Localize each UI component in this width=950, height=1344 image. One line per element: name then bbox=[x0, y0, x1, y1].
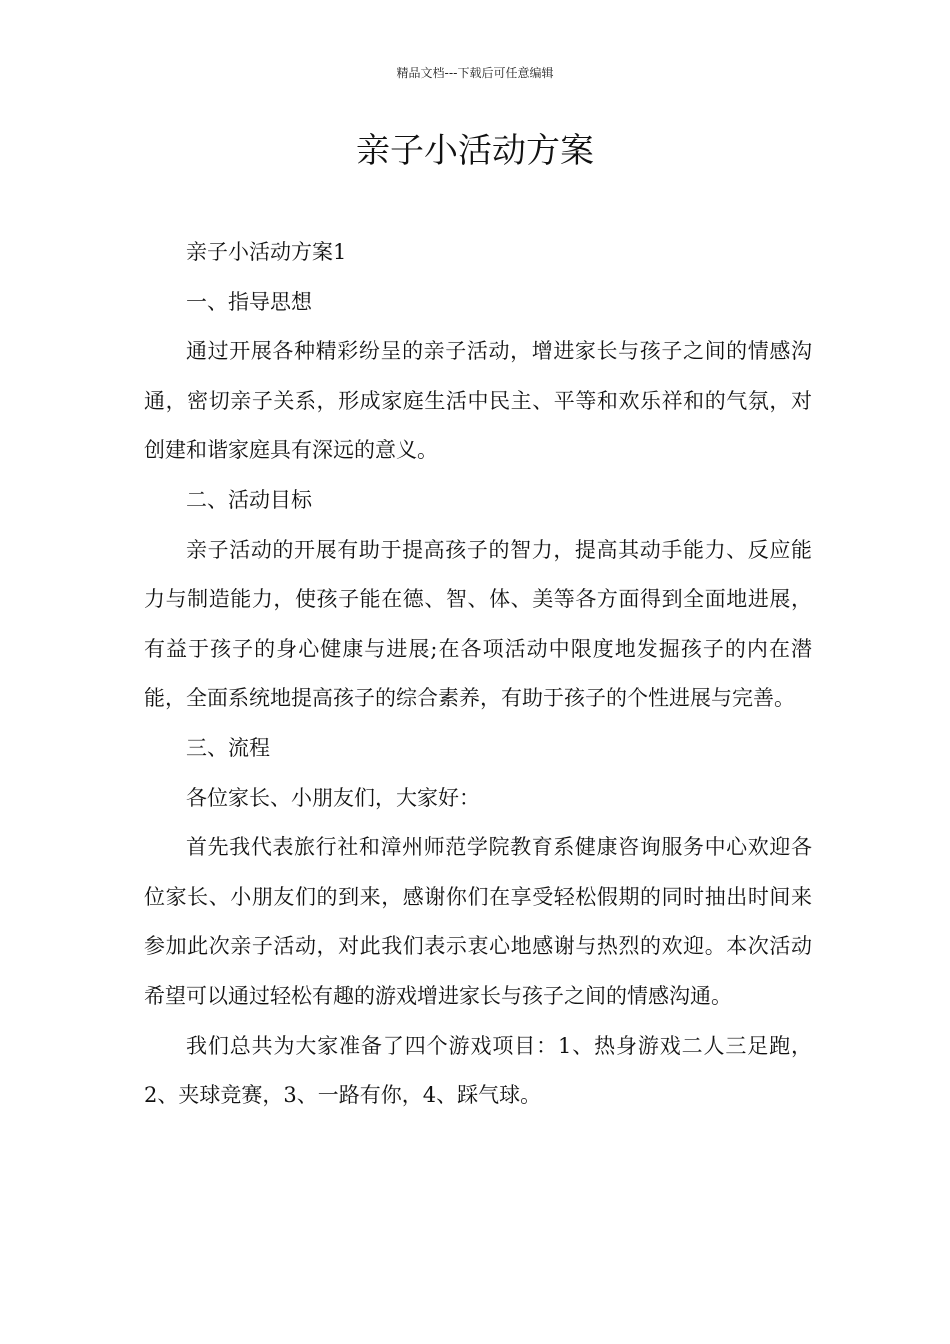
paragraph-greeting: 各位家长、小朋友们，大家好： bbox=[186, 785, 480, 810]
paragraph-welcome: 首先我代表旅行社和漳州师范学院教育系健康咨询服务中心欢迎各位家长、小朋友们的到来，感谢你们在享受轻松假期的同时抽出时间来参加此次亲子活动，对此我们表示衷心地感谢与热烈的欢迎。本次活动希望可以通过轻松有趣的游戏增进家长与孩子之间的情感沟通。 bbox=[144, 835, 812, 1008]
page-header-note: 精品文档---下载后可任意编辑 bbox=[396, 66, 554, 80]
section-heading-guiding-ideology: 一、指导思想 bbox=[186, 289, 312, 314]
section-heading-plan-1: 亲子小活动方案1 bbox=[186, 240, 347, 264]
paragraph-guiding-ideology: 通过开展各种精彩纷呈的亲子活动，增进家长与孩子之间的情感沟通，密切亲子关系，形成家庭生活中民主、平等和欢乐祥和的气氛，对创建和谐家庭具有深远的意义。 bbox=[144, 339, 812, 463]
paragraph-activity-goals: 亲子活动的开展有助于提高孩子的智力，提高其动手能力、反应能力与制造能力，使孩子能在德、智、体、美等各方面得到全面地进展，有益于孩子的身心健康与进展;在各项活动中限度地发掘孩子的内在潜能，全面系统地提高孩子的综合素养，有助于孩子的个性进展与完善。 bbox=[144, 537, 812, 711]
paragraph-game-list: 我们总共为大家准备了四个游戏项目：1、热身游戏二人三足跑，2、夹球竞赛，3、一路有你，4、踩气球。 bbox=[144, 1033, 812, 1108]
section-heading-activity-goals: 二、活动目标 bbox=[186, 487, 312, 512]
document-title: 亲子小活动方案 bbox=[356, 131, 594, 171]
section-heading-procedure: 三、流程 bbox=[186, 735, 270, 760]
document-body bbox=[144, 228, 812, 1121]
